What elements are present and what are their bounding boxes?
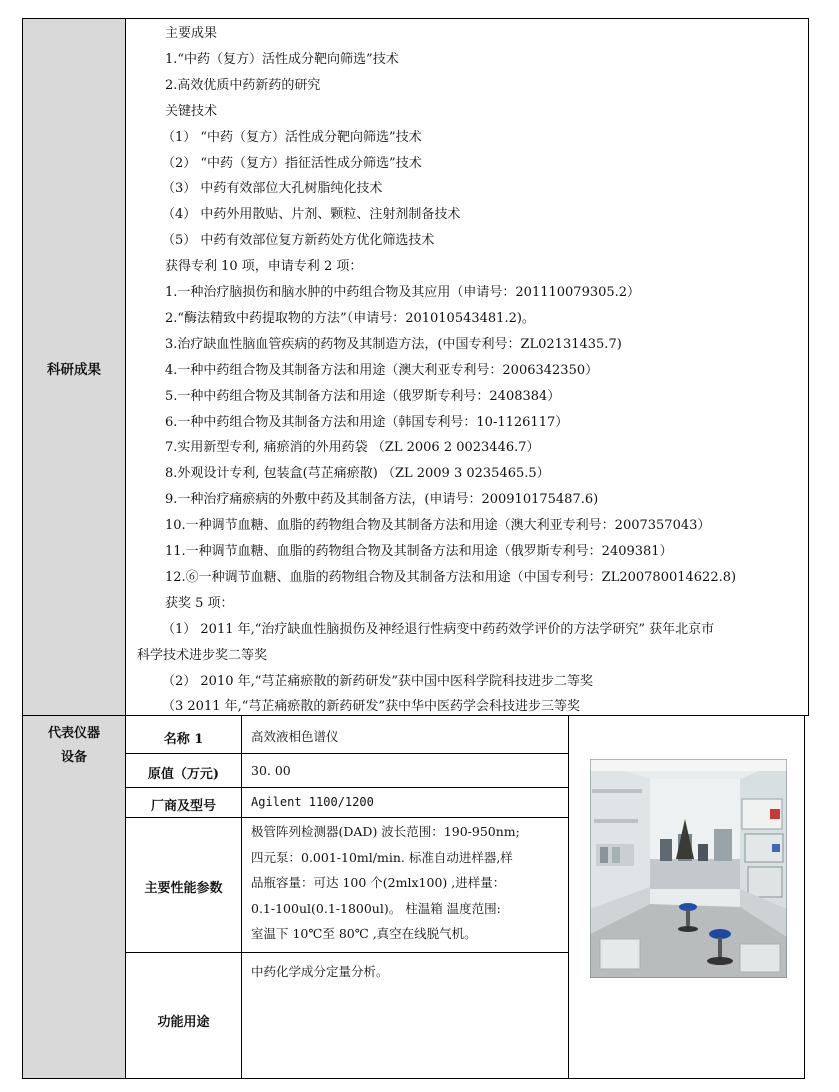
research-line: （4） 中药外用散贴、片剂、颗粒、注射剂制备技术: [162, 207, 461, 223]
research-line: 主要成果: [165, 26, 218, 41]
research-line: 5.一种中药组合物及其制备方法和用途（俄罗斯专利号：2408384）: [165, 388, 561, 404]
research-line: 9.一种治疗痛瘀病的外敷中药及其制备方法，(申请号：200910175487.6): [165, 492, 599, 508]
research-line: 获得专利 10 项，申请专利 2 项：: [165, 259, 363, 275]
research-label: 科研成果: [47, 362, 101, 378]
params-line: 室温下 10℃至 80℃ ,真空在线脱气机。: [251, 926, 477, 941]
research-line: 8.外观设计专利, 包装盒(芎芷痛瘀散) （ZL 2009 3 0235465.5）: [165, 466, 550, 482]
equipment-label-line1: 代表仪器: [47, 726, 100, 741]
research-line: （2） “中药（复方）指征活性成分筛选”技术: [162, 155, 422, 171]
params-line: 极管阵列检测器(DAD) 波长范围：190-950nm;: [251, 824, 520, 839]
research-line: 关键技术: [165, 103, 218, 119]
params-label: 主要性能参数: [144, 881, 223, 896]
research-line: 获奖 5 项：: [165, 595, 234, 611]
maker-value: Agilent 1100/1200: [251, 795, 374, 809]
research-line: （3 2011 年,“芎芷痛瘀散的新药研发”获中华中医药学会科技进步三等奖: [162, 699, 581, 715]
name-value: 高效液相色谱仪: [251, 729, 339, 744]
params-line: 品瓶容量：可达 100 个(2mlx100) ,进样量：: [251, 875, 506, 890]
research-line: （3） 中药有效部位大孔树脂纯化技术: [162, 181, 383, 197]
research-line: 7.实用新型专利, 痛瘀消的外用药袋 （ZL 2006 2 0023446.7）: [165, 440, 540, 456]
research-line: 10.一种调节血糖、血脂的药物组合物及其制备方法和用途（澳大利亚专利号：2007357043）: [165, 518, 711, 534]
equipment-label-cell: [22, 715, 126, 1078]
params-line: 四元泵：0.001-10ml/min. 标准自动进样器,样: [251, 849, 513, 865]
research-line: 2.高效优质中药新药的研究: [165, 77, 321, 93]
research-line: 11.一种调节血糖、血脂的药物组合物及其制备方法和用途（俄罗斯专利号：2409381）: [165, 544, 673, 559]
price-label: 原值（万元): [147, 767, 220, 782]
lab-photo-image: [590, 759, 787, 978]
research-line: （1） 2011 年,“治疗缺血性脑损伤及神经退行性病变中药药效学评价的方法学研究” 获年北京市: [162, 621, 715, 637]
research-line: 3.治疗缺血性脑血管疾病的药物及其制造方法，(中国专利号：ZL02131435.7): [165, 336, 622, 352]
research-line: （5） 中药有效部位复方新药处方优化筛选技术: [162, 233, 435, 249]
research-line: 4.一种中药组合物及其制备方法和用途（澳大利亚专利号：2006342350）: [165, 362, 599, 378]
maker-label: 厂商及型号: [150, 799, 216, 814]
name-label: 名称 1: [163, 732, 204, 747]
research-line: 2.“酶法精致中药提取物的方法”（申请号：201010543481.2)。: [165, 310, 535, 326]
params-line: 0.1-100ul(0.1-1800ul)。 柱温箱 温度范围:: [251, 900, 501, 916]
price-value: 30. 00: [251, 763, 291, 778]
research-line: （1） “中药（复方）活性成分靶向筛选”技术: [162, 129, 422, 145]
research-line: 科学技术进步奖二等奖: [137, 647, 268, 663]
research-line: 1.“中药（复方）活性成分靶向筛选”技术: [165, 51, 399, 67]
research-line: （2） 2010 年,“芎芷痛瘀散的新药研发”获中国中医科学院科技进步二等奖: [162, 673, 594, 689]
research-line: 1.一种治疗脑损伤和脑水肿的中药组合物及其应用（申请号：201110079305.2）: [165, 285, 641, 300]
usage-label: 功能用途: [157, 1015, 210, 1030]
research-line: 6.一种中药组合物及其制备方法和用途（韩国专利号：10-1126117）: [165, 414, 569, 430]
research-line: 12.⑥一种调节血糖、血脂的药物组合物及其制备方法和用途（中国专利号：ZL200780014622.8): [165, 569, 737, 585]
usage-value: 中药化学成分定量分析。: [251, 964, 389, 979]
equipment-label-line2: 设备: [60, 750, 87, 765]
